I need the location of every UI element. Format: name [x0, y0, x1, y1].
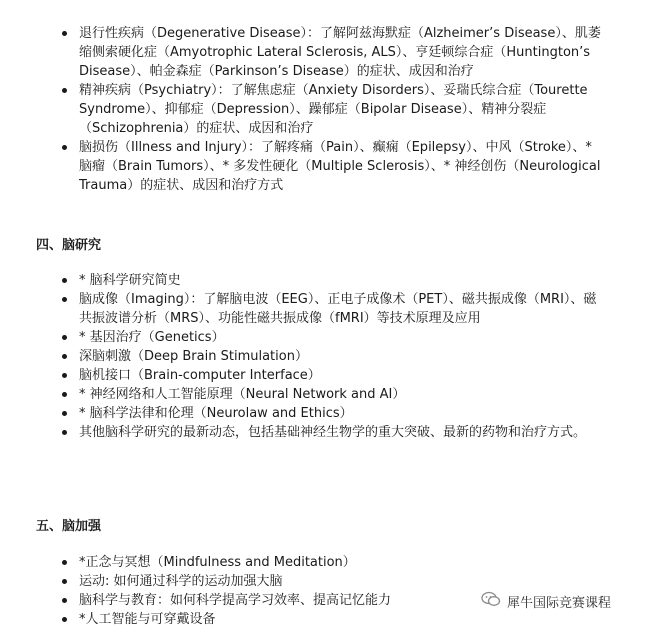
list-item: * 脑科学研究简史 — [0, 271, 654, 290]
section-heading: 五、脑加强 — [36, 519, 102, 534]
section-heading: 四、脑研究 — [36, 238, 102, 253]
list-item: 脑机接口（Brain-computer Interface） — [0, 366, 654, 385]
list-item: 精神疾病（Psychiatry）：了解焦虑症（Anxiety Disorders）、妥瑞氏综合症（Tourette Syndrome）、抑郁症（Depression）、躁郁症（Bipolar Disease）、精神分裂症（Schizophrenia）的症状、成因和治疗 — [0, 81, 654, 138]
watermark — [481, 591, 611, 611]
list-item: 深脑刺激（Deep Brain Stimulation） — [0, 347, 654, 366]
list-item: 脑损伤（Illness and Injury）：了解疼痛（Pain）、癫痫（Epilepsy）、中风（Stroke）、* 脑瘤（Brain Tumors）、* 多发性硬化（Multiple Sclerosis）、* 神经创伤（Neurological Trauma）的症状、成因和治疗方式 — [0, 138, 654, 195]
list-item: * 基因治疗（Genetics） — [0, 328, 654, 347]
list-item: 其他脑科学研究的最新动态，包括基础神经生物学的重大突破、最新的药物和治疗方式。 — [0, 423, 654, 442]
list-item: * 神经网络和人工智能原理（Neural Network and AI） — [0, 385, 654, 404]
list-item: 退行性疾病（Degenerative Disease）：了解阿兹海默症（Alzheimer’s Disease）、肌萎缩侧索硬化症（Amyotrophic Lateral Sclerosis, ALS）、亨廷顿综合症（Huntington’s Disease）、帕金森症（Parkinson’s Disease）的症状、成因和治疗 — [0, 24, 654, 81]
list-item: *正念与冥想（Mindfulness and Meditation） — [0, 553, 654, 572]
list-item: 脑成像（Imaging）：了解脑电波（EEG）、正电子成像术（PET）、磁共振成像（MRI）、磁共振波谱分析（MRS）、功能性磁共振成像（fMRI）等技术原理及应用 — [0, 290, 654, 328]
list-item: * 脑科学法律和伦理（Neurolaw and Ethics） — [0, 404, 654, 423]
list-item: 脑科学与教育：如何科学提高学习效率、提高记忆能力 — [0, 591, 654, 610]
list-item: *人工智能与可穿戴设备 — [0, 610, 654, 629]
section4-list — [0, 271, 654, 442]
section3-list — [0, 24, 654, 195]
watermark-text: 犀牛国际竞赛课程 — [507, 595, 612, 611]
list-item: 运动: 如何通过科学的运动加强大脑 — [0, 572, 654, 591]
wechat-icon — [481, 591, 501, 611]
